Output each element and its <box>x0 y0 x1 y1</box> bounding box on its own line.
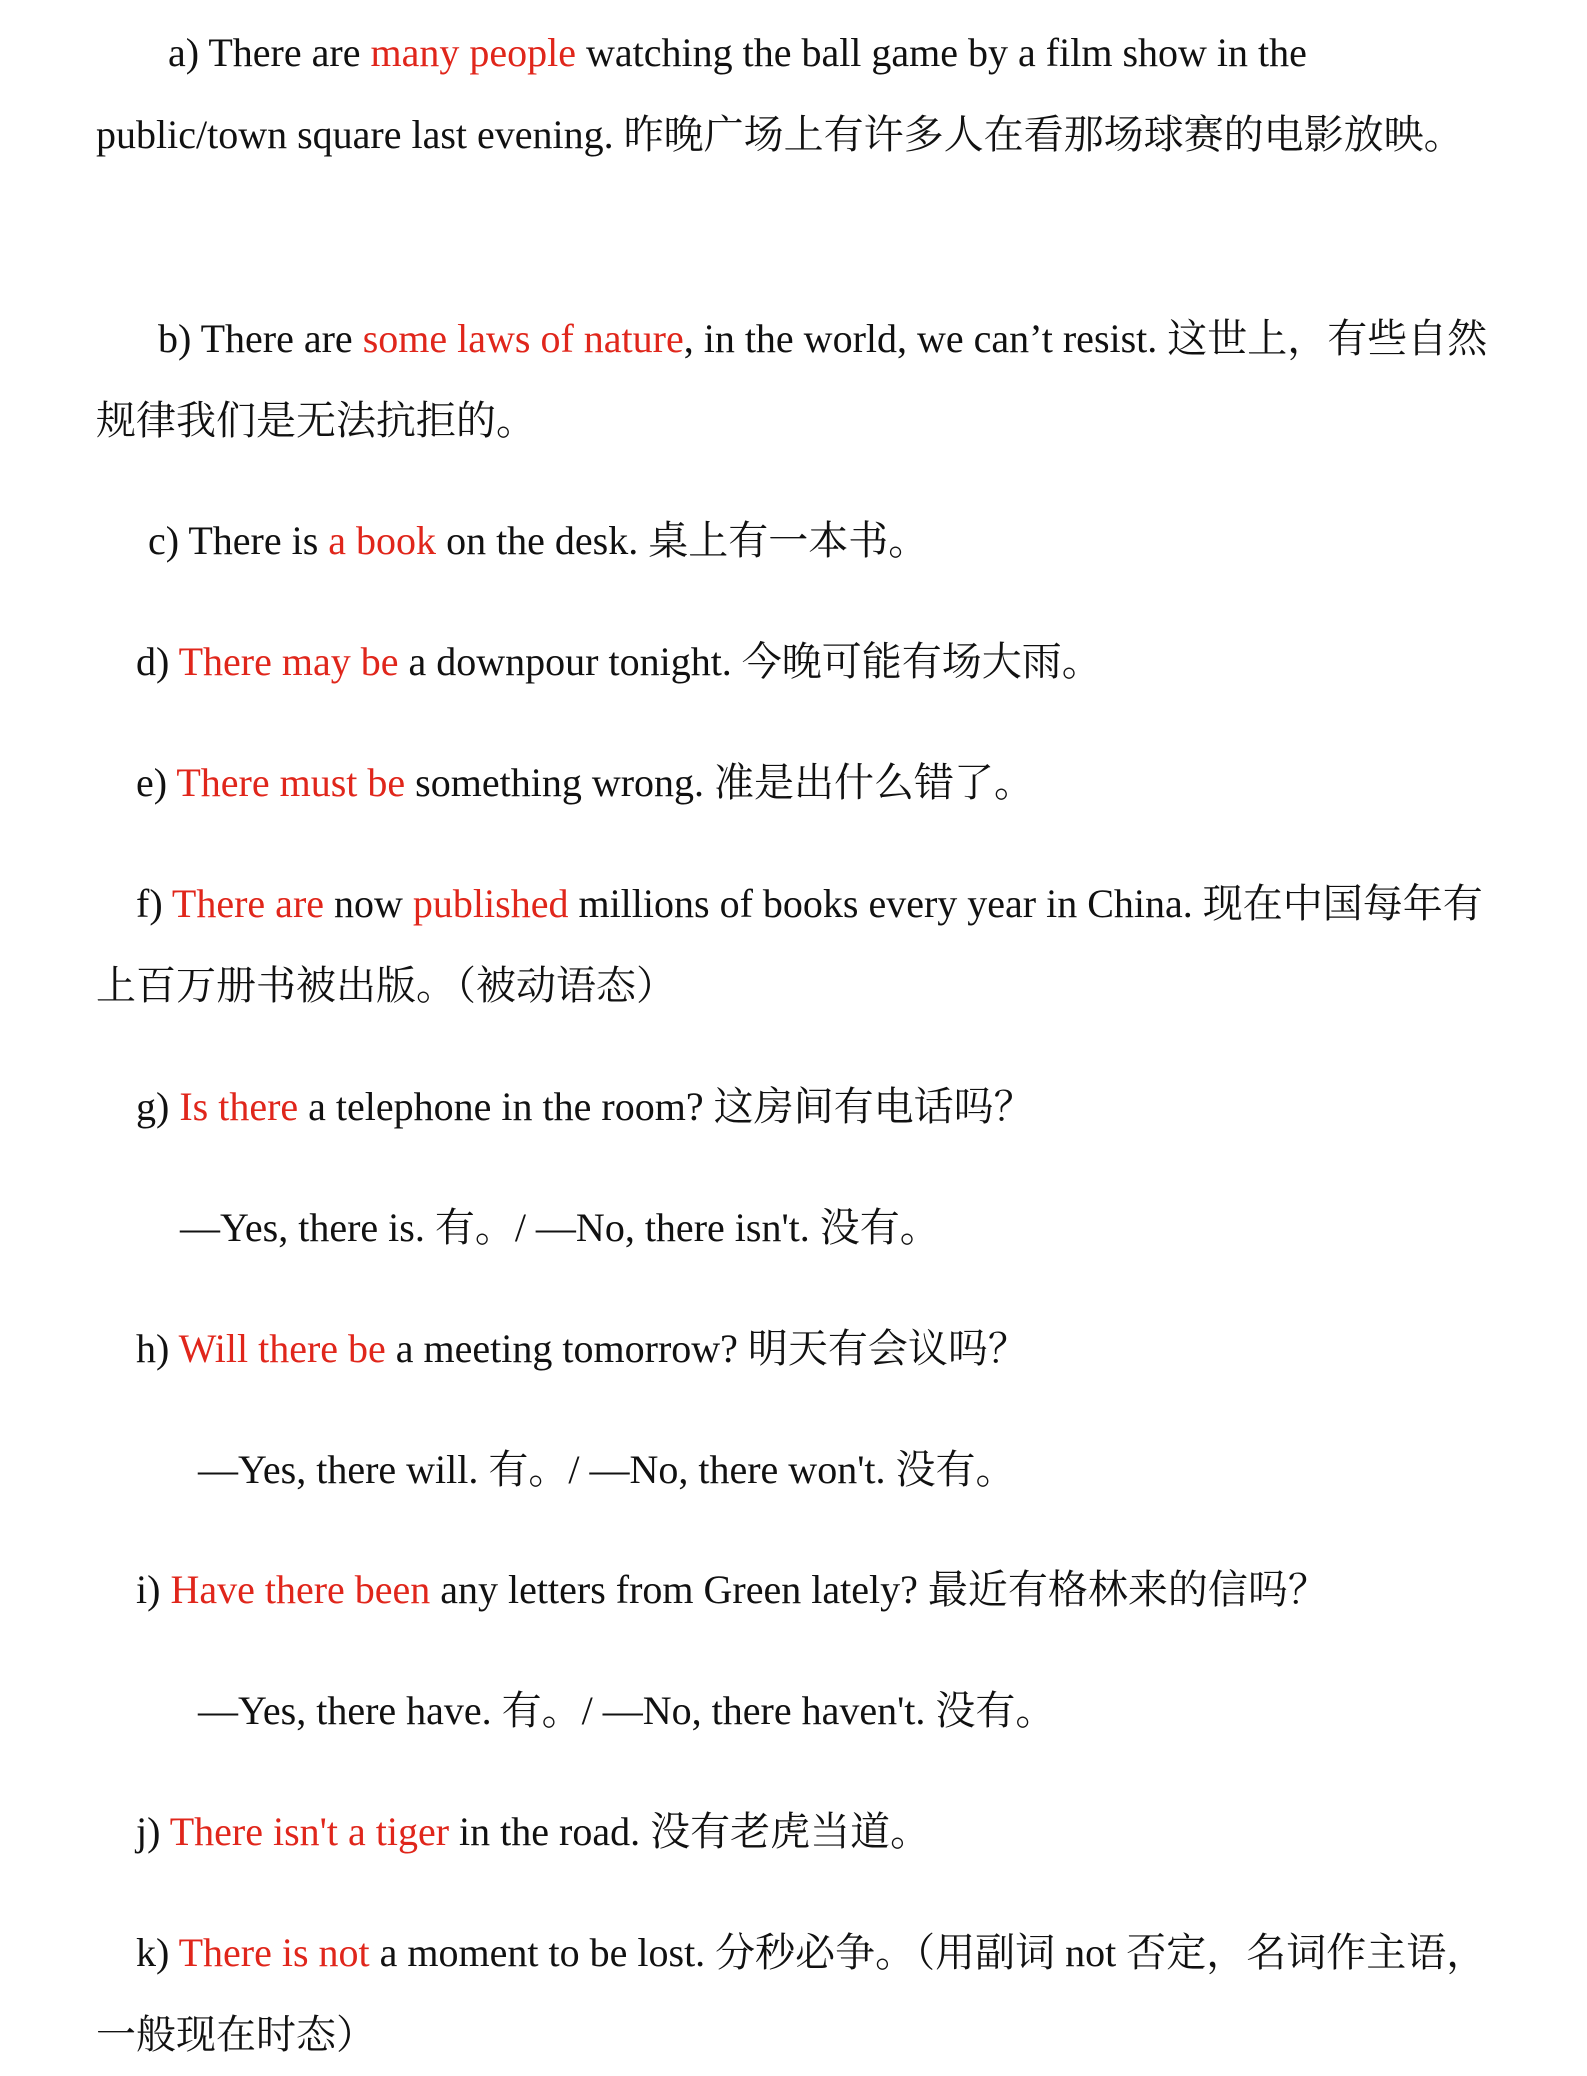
text-segment: —Yes, there is. 有。/ —No, there isn't. 没有。 <box>180 1205 940 1250</box>
text-segment: watching the ball game by a film show in the public/town square last evening. 昨晚广场上有许多人在看那场球赛的电影放映。 <box>96 30 1464 157</box>
highlighted-phrase: some laws of nature <box>362 316 684 361</box>
highlighted-phrase: There isn't a tiger <box>169 1809 450 1854</box>
text-segment: b) There are <box>158 316 363 361</box>
example-g-answer <box>96 1187 1506 1269</box>
text-segment: —Yes, there have. 有。/ —No, there haven't. 没有。 <box>198 1688 1056 1733</box>
text-segment: , in the world, we can’t resist. 这世上，有些自然规律我们是无法抗拒的。 <box>96 316 1488 443</box>
example-h <box>96 1308 1506 1390</box>
text-segment: c) There is <box>148 518 329 563</box>
highlighted-phrase: many people <box>370 30 576 75</box>
highlighted-phrase: Will there be <box>178 1326 386 1371</box>
example-j <box>96 1791 1506 1873</box>
text-segment: g) <box>136 1084 180 1129</box>
text-segment: a meeting tomorrow? 明天有会议吗？ <box>385 1326 1028 1371</box>
text-segment: millions of books every year in China. 现在中国每年有上百万册书被出版。（被动语态） <box>96 881 1483 1008</box>
highlighted-phrase: published <box>412 881 569 926</box>
text-segment: now <box>324 881 413 926</box>
text-segment: e) <box>136 760 177 805</box>
text-segment: a telephone in the room? 这房间有电话吗？ <box>298 1084 1034 1129</box>
text-segment: a) There are <box>168 30 371 75</box>
example-k <box>96 1912 1506 2076</box>
text-segment: in the road. 没有老虎当道。 <box>449 1809 931 1854</box>
example-b <box>96 298 1506 462</box>
highlighted-phrase: Have there been <box>170 1567 431 1612</box>
text-segment: on the desk. 桌上有一本书。 <box>436 518 929 563</box>
highlighted-phrase: There are <box>171 881 325 926</box>
example-g <box>96 1066 1506 1148</box>
text-segment: h) <box>136 1326 179 1371</box>
text-segment: —Yes, there will. 有。/ —No, there won't. 没有。 <box>198 1447 1016 1492</box>
example-i <box>96 1549 1506 1631</box>
example-d <box>96 621 1506 703</box>
example-e <box>96 742 1506 824</box>
highlighted-phrase: There is not <box>178 1930 370 1975</box>
text-segment: something wrong. 准是出什么错了。 <box>405 760 1035 805</box>
text-segment: k) <box>136 1930 179 1975</box>
text-segment: i) <box>136 1567 171 1612</box>
highlighted-phrase: There may be <box>178 639 399 684</box>
text-segment: j) <box>136 1809 170 1854</box>
highlighted-phrase: a book <box>328 518 437 563</box>
example-h-answer <box>96 1429 1506 1511</box>
text-segment: d) <box>136 639 179 684</box>
example-i-answer <box>96 1670 1506 1752</box>
example-a <box>96 12 1506 176</box>
text-segment: any letters from Green lately? 最近有格林来的信吗？ <box>430 1567 1328 1612</box>
highlighted-phrase: Is there <box>179 1084 299 1129</box>
text-segment: a downpour tonight. 今晚可能有场大雨。 <box>398 639 1102 684</box>
text-segment: a moment to be lost. 分秒必争。（用副词 not 否定，名词作主语，一般现在时态） <box>96 1930 1487 2057</box>
text-segment: f) <box>136 881 172 926</box>
highlighted-phrase: There must be <box>176 760 406 805</box>
example-c <box>96 500 1506 582</box>
example-f <box>96 863 1506 1027</box>
